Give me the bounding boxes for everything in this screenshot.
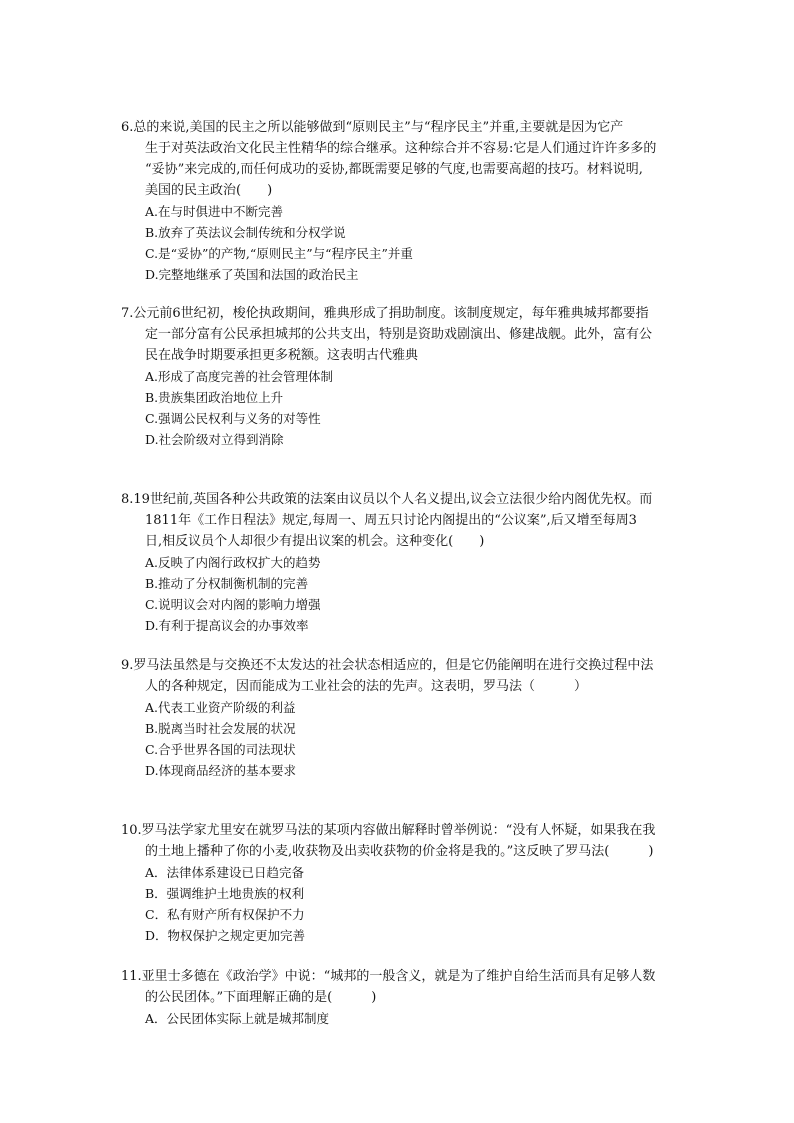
question-stem-line: 7.公元前6世纪初，梭伦执政期间，雅典形成了捐助制度。该制度规定，每年雅典城邦都要指: [121, 306, 649, 321]
option-a: A．法律体系建设已日趋完备: [145, 865, 305, 880]
option-d: D．物权保护之规定更加完善: [145, 928, 306, 943]
option-b: B.放弃了英法议会制传统和分权学说: [145, 225, 346, 240]
option-b: B．强调维护土地贵族的权利: [145, 886, 305, 901]
option-c: C．私有财产所有权保护不力: [145, 907, 305, 922]
option-d: D.完整地继承了英国和法国的政治民主: [145, 267, 359, 282]
question-stem-line: 8.19世纪前,英国各种公共政策的法案由议员以个人名义提出,议会立法很少给内阁优先权。而: [121, 492, 653, 507]
option-a: A．公民团体实际上就是城邦制度: [145, 1011, 330, 1026]
option-c: C.合乎世界各国的司法现状: [145, 742, 296, 757]
question-8: [121, 489, 711, 636]
question-stem-line: 定一部分富有公民承担城邦的公共支出，特别是资助戏剧演出、修建战舰。此外，富有公: [145, 327, 653, 342]
question-stem-line: 9.罗马法虽然是与交换还不太发达的社会状态相适应的，但是它仍能阐明在进行交换过程中法: [121, 658, 654, 673]
question-7: [121, 303, 711, 450]
question-11: [121, 966, 711, 1029]
option-d: D.体现商品经济的基本要求: [145, 763, 297, 778]
question-stem-line: 10.罗马法学家尤里安在就罗马法的某项内容做出解释时曾举例说：“没有人怀疑，如果我在我: [121, 823, 656, 838]
question-stem-line: 的土地上播种了你的小麦,收获物及出卖收获物的价金将是我的。”这反映了罗马法( ): [145, 844, 654, 859]
question-6: [121, 117, 711, 285]
question-stem-line: “妥协”来完成的,而任何成功的妥协,都既需要足够的气度,也需要高超的技巧。材料说明,: [145, 162, 643, 177]
option-a: A.反映了内阁行政权扩大的趋势: [145, 555, 321, 570]
question-stem-line: 民在战争时期要承担更多税额。这表明古代雅典: [145, 348, 419, 363]
question-stem-line: 1811年《工作日程法》规定,每周一、周五只讨论内阁提出的“公议案”,后又增至每周3: [145, 513, 637, 528]
option-b: B.脱离当时社会发展的状况: [145, 721, 296, 736]
question-stem-line: 的公民团体。”下面理解正确的是( ): [145, 990, 377, 1005]
question-stem-line: 美国的民主政治( ): [145, 183, 273, 198]
option-b: B.贵族集团政治地位上升: [145, 390, 284, 405]
option-c: C.说明议会对内阁的影响力增强: [145, 597, 321, 612]
question-stem-line: 日,相反议员个人却很少有提出议案的机会。这种变化( ): [145, 534, 485, 549]
question-stem-line: 6.总的来说,美国的民主之所以能够做到“原则民主”与“程序民主”并重,主要就是因为它产: [121, 120, 624, 135]
option-b: B.推动了分权制衡机制的完善: [145, 576, 309, 591]
question-10: [121, 820, 711, 946]
question-9: [121, 655, 711, 781]
option-c: C.是“妥协”的产物,“原则民主”与“程序民主”并重: [145, 246, 413, 261]
question-stem-line: 人的各种规定，因而能成为工业社会的法的先声。这表明，罗马法（ ）: [145, 679, 588, 694]
question-stem-line: 11.亚里士多德在《政治学》中说：“城邦的一般含义，就是为了维护自给生活而具有足够人数: [121, 969, 656, 984]
option-d: D.有利于提高议会的办事效率: [145, 618, 309, 633]
option-a: A.形成了高度完善的社会管理体制: [145, 369, 334, 384]
option-a: A.在与时俱进中不断完善: [145, 204, 284, 219]
question-stem-line: 生于对英法政治文化民主性精华的综合继承。这种综合并不容易:它是人们通过许许多多的: [145, 141, 657, 156]
option-c: C.强调公民权利与义务的对等性: [145, 411, 321, 426]
option-a: A.代表工业资产阶级的利益: [145, 700, 296, 715]
option-d: D.社会阶级对立得到消除: [145, 432, 284, 447]
